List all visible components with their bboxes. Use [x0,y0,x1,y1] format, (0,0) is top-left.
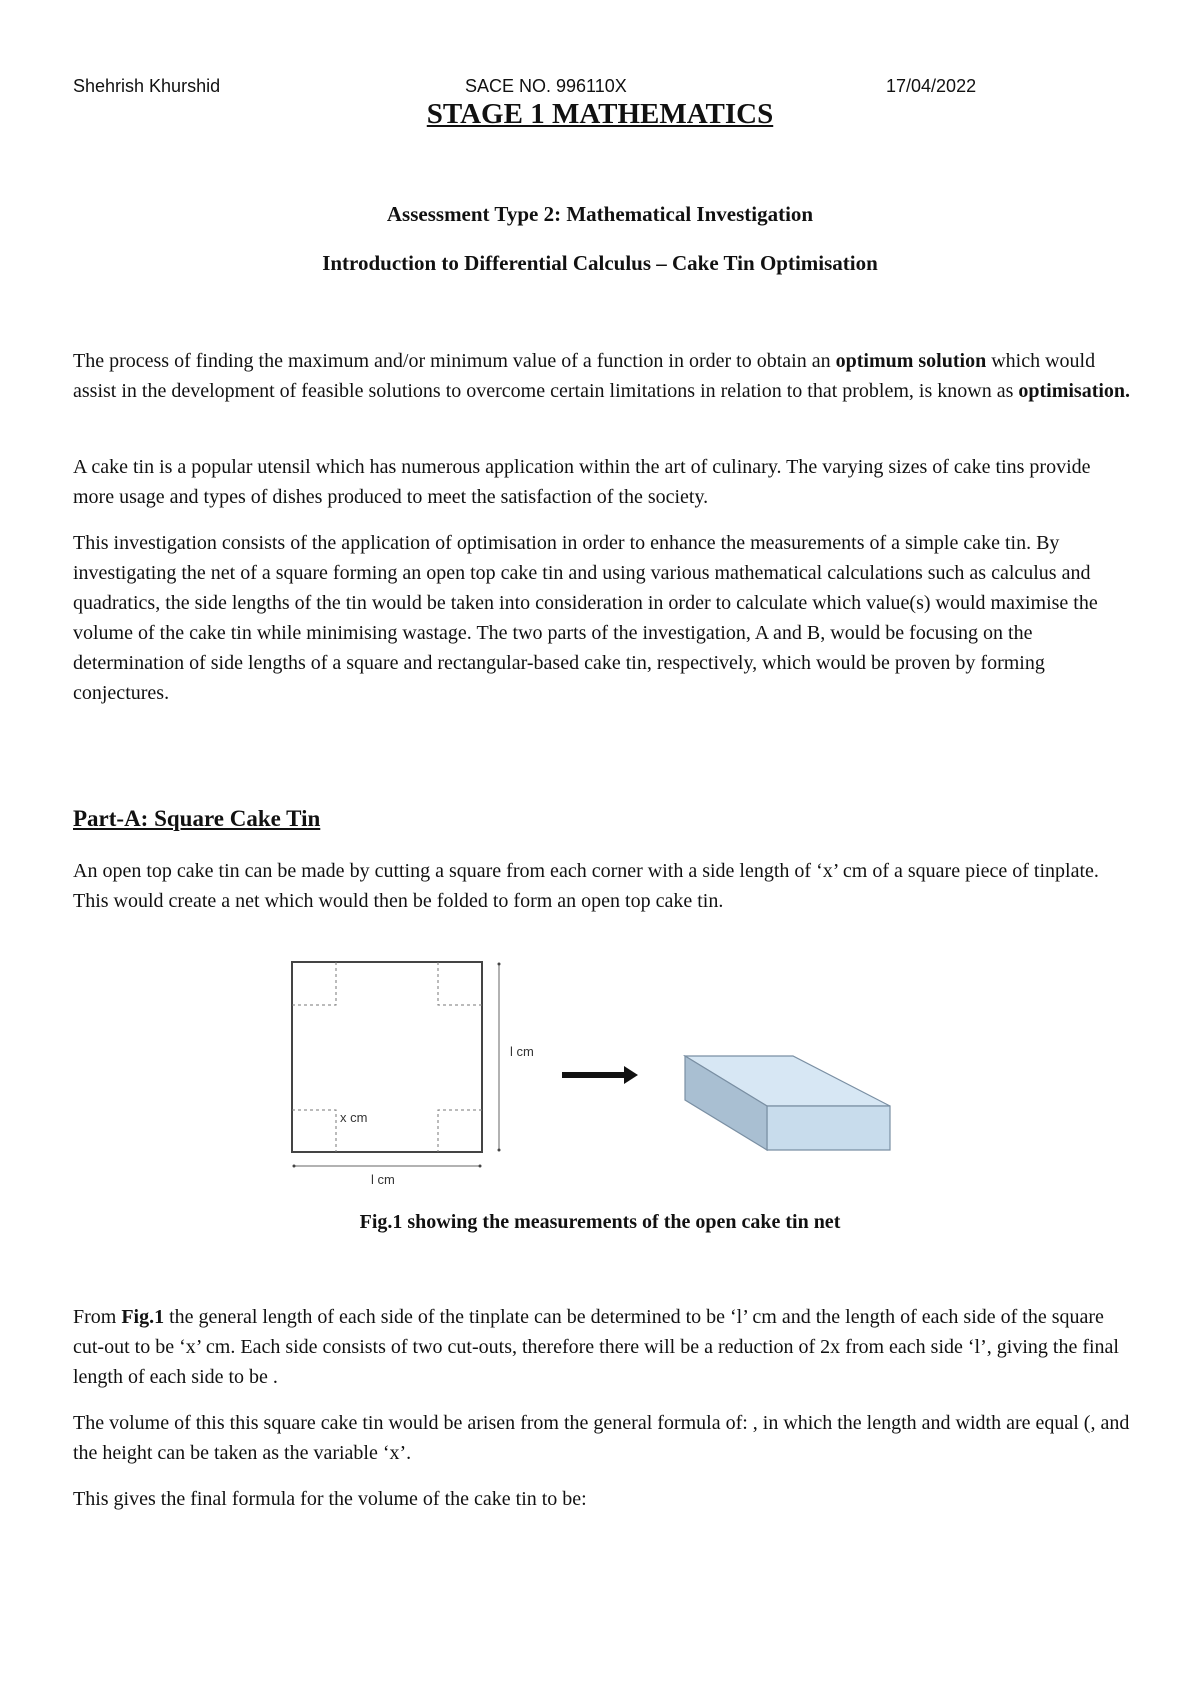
tin-front-face [767,1106,890,1150]
author-name: Shehrish Khurshid [73,76,221,96]
dimension-tick-top [498,963,501,966]
intro-paragraph-optimisation [73,346,1133,406]
topic-subtitle: Introduction to Differential Calculus – Cake Tin Optimisation [322,251,878,275]
label-x-cm: x cm [340,1110,368,1125]
arrow-right-icon [562,1066,638,1084]
sace-number: SACE NO. 996110X [465,76,627,96]
intro-p1-start: The process of finding the maximum and/or minimum value of a function in order to obtain an [73,350,836,372]
intro-p1-mid: which would assist in the development of feasible solutions to overcome certain limitations in relation to that problem, is known as [73,350,1096,402]
part-a-p2-start: From [73,1306,122,1328]
part-a-paragraph-intro: An open top cake tin can be made by cutting a square from each corner with a side length of ‘x’ cm of a square piece of tinplate. This would create a net which would then be folded to form an open top cake tin. [73,860,1099,912]
intro-paragraph-cake-tin: A cake tin is a popular utensil which has numerous application within the art of culinary. The varying sizes of cake tins provide more usage and types of dishes produced to meet the satisfaction of the society. [73,456,1091,508]
part-a-p2-rest: the general length of each side of the tinplate can be determined to be ‘l’ cm and the length of each side of the square cut-out to be ‘x’ cm. Each side consists of two cut-outs, therefore there will be a reduction of 2x from each side ‘l’, giving the final length of each side to be . [73,1306,1119,1388]
page-header [0,0,1200,110]
part-a-p2-fig-ref: Fig.1 [121,1306,165,1328]
cake-tin-3d [685,1056,890,1150]
dimension-tick-right [479,1165,482,1168]
intro-p1-bold-optimisation: optimisation. [1018,380,1131,402]
intro-p1-bold-optimum: optimum solution [835,350,987,372]
part-a-paragraph-final-formula: This gives the final formula for the volume of the cake tin to be: [73,1488,587,1510]
net-square [292,962,482,1152]
figure-cake-tin-net [190,940,920,1190]
figure-svg [190,940,920,1190]
intro-paragraph-investigation: This investigation consists of the application of optimisation in order to enhance the measurements of a simple cake tin. By investigating the net of a square forming an open top cake tin and using various mathematical calculations such as calculus and quadratics, the side lengths of the tin would be taken into consideration in order to calculate which value(s) would maximise the volume of the cake tin while minimising wastage. The two parts of the investigation, A and B, would be focusing on the determination of side lengths of a square and rectangular-based cake tin, respectively, which would be proven by forming conjectures. [73,532,1098,704]
assessment-subtitle: Assessment Type 2: Mathematical Investigation [386,202,814,226]
figure-caption: Fig.1 showing the measurements of the open cake tin net [359,1211,841,1233]
part-a-paragraph-volume: The volume of this this square cake tin would be arisen from the general formula of: , in which the length and width are equal (, and the height can be taken as the variable ‘x’. [73,1412,1130,1464]
label-side-l-cm: l cm [510,1044,534,1059]
part-a-heading: Part-A: Square Cake Tin [73,806,321,831]
dimension-tick-left [293,1165,296,1168]
page-title: STAGE 1 MATHEMATICS [426,98,774,130]
part-a-paragraph-side-lengths [73,1302,1133,1392]
label-bottom-l-cm: l cm [371,1172,395,1187]
document-date: 17/04/2022 [886,76,977,96]
dimension-tick-bottom [498,1149,501,1152]
